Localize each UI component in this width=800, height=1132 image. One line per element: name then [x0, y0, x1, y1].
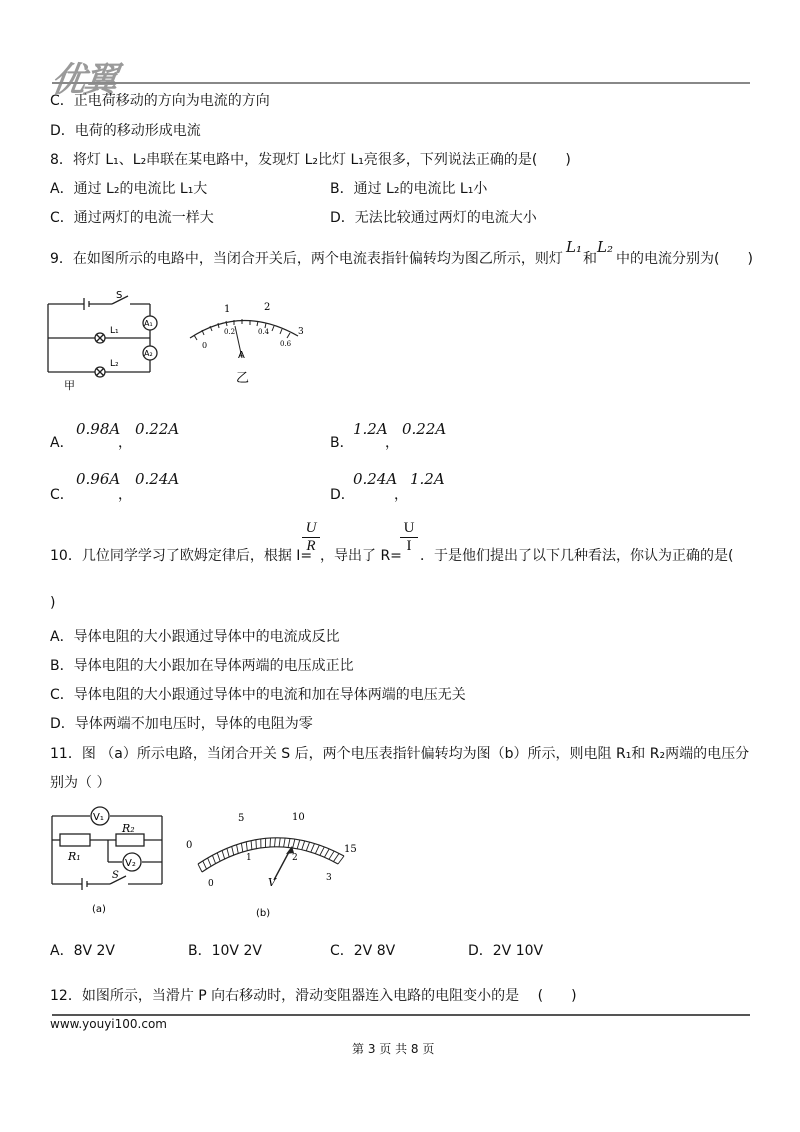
- q7-option-d: D．电荷的移动形成电流: [50, 123, 201, 139]
- q12-stem: 12．如图所示，当滑片 P 向右移动时，滑动变阻器连入电路的电阻变小的是 ( ): [50, 988, 577, 1004]
- q11-voltmeter-v1: V₁: [93, 812, 104, 823]
- q11-dial-tick: [329, 851, 334, 859]
- q9-option-a-label: A．: [50, 435, 74, 451]
- q11-option-d: D．2V 10V: [468, 943, 544, 959]
- q11-stem-line1: 11．图 （a）所示电路，当闭合开关 S 后，两个电压表指针偏转均为图（b）所示，则电阻 R₁和 R₂两端的电压分: [50, 746, 750, 762]
- q9-option-c-comma: ，: [118, 487, 132, 503]
- q10-option-d: D．导体两端不加电压时，导体的电阻为零: [50, 716, 313, 732]
- q9-option-c-value1: 0.96A: [76, 470, 121, 488]
- q10-frac2-denominator: I: [400, 537, 418, 555]
- q11-switch-label: S: [112, 870, 119, 881]
- q11-dial-tick: [198, 864, 202, 872]
- q10-option-a: A．导体电阻的大小跟通过导体中的电流成反比: [50, 629, 340, 645]
- q10-frac1-denominator: R: [302, 537, 320, 555]
- q9-stem-start: 9．在如图所示的电路中，当闭合开关后，两个电流表指针偏转均为图乙所示，则灯: [50, 251, 563, 267]
- q9-option-c-value2: 0.24A: [135, 470, 180, 488]
- q8-stem: 8．将灯 L₁、L₂串联在某电路中，发现灯 L₂比灯 L₁亮很多，下列说法正确的是( ): [50, 152, 571, 168]
- q11-dial-outer-10: 10: [292, 812, 305, 823]
- q9-lamp-l2: L₂: [597, 238, 613, 256]
- q9-option-d-value1: 0.24A: [353, 470, 398, 488]
- q11-r2-label: R₂: [122, 822, 135, 835]
- q11-dial-outer-5: 5: [238, 813, 245, 824]
- q10-stem-close: ): [50, 595, 56, 611]
- q9-dial-bottom-04: 0.4: [258, 328, 270, 336]
- q11-dial-inner-0: 0: [208, 879, 214, 889]
- q8-option-d: D．无法比较通过两灯的电流大小: [330, 210, 537, 226]
- q9-switch-label: S: [116, 290, 123, 301]
- q9-stem-end: 中的电流分别为( ): [616, 251, 753, 267]
- q9-option-a-comma: ，: [118, 435, 132, 451]
- q11-fig-b-label: (b): [256, 908, 271, 919]
- q11-dial-tick: [284, 838, 286, 847]
- publisher-logo: 优翼: [48, 60, 119, 100]
- q11-dial-inner-1: 1: [246, 853, 252, 863]
- q11-dial-tick: [320, 847, 324, 855]
- q11-dial-tick: [246, 842, 247, 851]
- q9-ammeter-dial: [180, 296, 310, 388]
- q11-dial-tick: [315, 845, 319, 854]
- q8-option-a: A．通过 L₂的电流比 L₁大: [50, 181, 208, 197]
- q11-dial-tick: [251, 841, 252, 850]
- q9-option-d-label: D．: [330, 487, 355, 503]
- q8-option-b: B．通过 L₂的电流比 L₁小: [330, 181, 488, 197]
- footer-page-number: 第 3 页 共 8 页: [352, 1042, 435, 1056]
- q11-dial-tick: [302, 841, 305, 850]
- q10-frac2-numerator: U: [403, 520, 415, 536]
- q11-dial-tick: [311, 844, 315, 853]
- q11-dial-tick: [217, 853, 220, 861]
- q11-dial-tick: [241, 843, 242, 852]
- q11-dial-outer-15: 15: [344, 844, 357, 855]
- q9-option-b-value1: 1.2A: [353, 420, 388, 438]
- q11-dial-inner-3: 3: [326, 873, 332, 883]
- q9-option-d-comma: ，: [394, 487, 408, 503]
- q9-lamp2-label: L₂: [110, 359, 119, 369]
- q11-option-a: A．8V 2V: [50, 943, 115, 959]
- q11-dial-outer-0: 0: [186, 840, 193, 851]
- q11-dial-needle-label: V: [268, 876, 276, 889]
- q9-dial-top-1: 1: [224, 304, 231, 315]
- q9-dial-end-right: 3: [298, 327, 304, 337]
- q10-frac1-numerator: U: [305, 520, 317, 536]
- q11-voltmeter-dial: [180, 806, 360, 922]
- q11-r1-label: R₁: [68, 850, 81, 863]
- q9-lamp-l1: L₁: [566, 238, 582, 256]
- q9-fig-yi-label: 乙: [236, 371, 250, 386]
- q11-dial-tick: [297, 840, 300, 849]
- q11-dial-tick: [293, 839, 295, 848]
- q11-dial-tick: [270, 838, 271, 847]
- q9-option-a-value1: 0.98A: [76, 420, 121, 438]
- q10-ohm-fraction-1: [302, 520, 320, 555]
- q11-voltmeter-v2: V₂: [125, 858, 136, 869]
- q9-option-b-value2: 0.22A: [402, 420, 447, 438]
- q10-stem-start: 10．几位同学学习了欧姆定律后，根据 I=: [50, 548, 313, 564]
- q9-dial-bottom-0: 0: [202, 341, 208, 350]
- q11-dial-tick: [338, 856, 344, 864]
- q11-dial-tick: [203, 861, 207, 869]
- q9-option-d-value2: 1.2A: [410, 470, 445, 488]
- q9-option-b-comma: ，: [385, 435, 399, 451]
- q9-option-b-label: B．: [330, 435, 354, 451]
- q8-option-c: C．通过两灯的电流一样大: [50, 210, 214, 226]
- q11-fig-a-label: (a): [92, 904, 106, 915]
- q11-dial-inner-2: 2: [292, 853, 298, 863]
- q10-stem-mid: ，导出了 R=: [320, 548, 402, 564]
- q7-option-c: C．正电荷移动的方向为电流的方向: [50, 93, 270, 109]
- q11-dial-tick: [288, 838, 290, 847]
- footer-rule: [52, 1014, 750, 1016]
- q9-dial-bottom-06: 0.6: [280, 340, 292, 348]
- q11-stem-line2: 别为（ ）: [50, 775, 111, 791]
- q9-fig-jia-label: 甲: [64, 379, 75, 392]
- q9-ammeter-a1: A₁: [144, 319, 153, 328]
- q10-option-b: B．导体电阻的大小跟加在导体两端的电压成正比: [50, 658, 354, 674]
- q11-dial-tick: [306, 842, 309, 851]
- q11-dial-tick: [232, 846, 234, 855]
- q9-dial-bottom-02: 0.2: [224, 328, 236, 336]
- q10-stem-end: ．于是他们提出了以下几种看法，你认为正确的是(: [420, 548, 734, 564]
- q11-dial-tick: [275, 838, 276, 847]
- q9-ammeter-a2: A₂: [144, 349, 153, 358]
- q9-option-a-value2: 0.22A: [135, 420, 180, 438]
- q11-dial-tick: [237, 845, 239, 854]
- q11-dial-tick: [333, 853, 339, 861]
- q9-lamp1-label: L₁: [110, 326, 119, 336]
- q11-dial-tick: [227, 848, 229, 857]
- q11-dial-tick: [279, 838, 280, 847]
- q11-option-c: C．2V 8V: [330, 943, 396, 959]
- q11-circuit-diagram: [46, 800, 176, 920]
- header-rule: [52, 82, 750, 84]
- q9-dial-top-2: 2: [264, 302, 271, 313]
- q10-option-c: C．导体电阻的大小跟通过导体中的电流和加在导体两端的电压无关: [50, 687, 466, 703]
- q9-circuit-diagram: [40, 288, 170, 392]
- q11-dial-tick: [212, 855, 215, 863]
- q11-dial-tick: [324, 849, 329, 857]
- q11-dial-tick: [222, 850, 225, 859]
- q11-dial-tick: [208, 858, 211, 866]
- q11-option-b: B．10V 2V: [188, 943, 262, 959]
- q9-dial-needle-label: A: [238, 350, 245, 361]
- q9-option-c-label: C．: [50, 487, 74, 503]
- q10-ohm-fraction-2: [400, 520, 418, 555]
- q9-and: 和: [583, 251, 597, 267]
- footer-url: www.youyi100.com: [50, 1017, 167, 1031]
